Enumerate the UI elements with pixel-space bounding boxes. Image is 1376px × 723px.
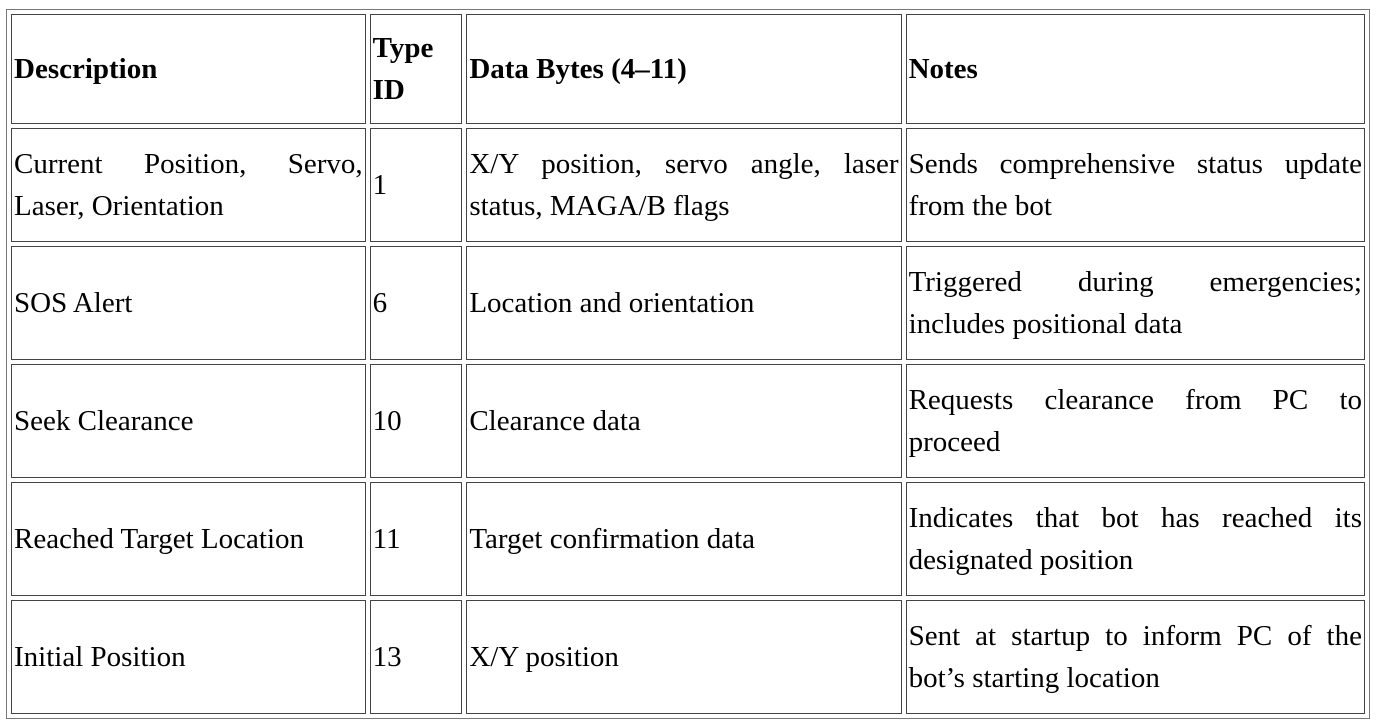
header-type-id: Type ID: [370, 14, 463, 124]
cell-notes: Requests clearance from PC to proceed: [906, 364, 1365, 478]
table-header-row: [11, 14, 1365, 124]
cell-type-id: 1: [370, 128, 463, 242]
cell-description: Current Position, Servo, Laser, Orientation: [11, 128, 366, 242]
cell-type-id: 11: [370, 482, 463, 596]
table-row: [11, 128, 1365, 242]
cell-notes: Indicates that bot has reached its designated position: [906, 482, 1365, 596]
table-row: [11, 482, 1365, 596]
cell-description: Seek Clearance: [11, 364, 366, 478]
cell-data-bytes: Location and orientation: [466, 246, 901, 360]
header-description: Description: [11, 14, 366, 124]
cell-type-id: 6: [370, 246, 463, 360]
cell-data-bytes: X/Y position: [466, 600, 901, 714]
cell-notes: Sends comprehensive status update from the bot: [906, 128, 1365, 242]
header-data-bytes: Data Bytes (4–11): [466, 14, 901, 124]
message-types-table: [6, 9, 1370, 719]
table-row: [11, 364, 1365, 478]
cell-notes: Sent at startup to inform PC of the bot’s starting location: [906, 600, 1365, 714]
cell-description: SOS Alert: [11, 246, 366, 360]
table-row: [11, 246, 1365, 360]
cell-description: Reached Target Location: [11, 482, 366, 596]
table-row: [11, 600, 1365, 714]
cell-data-bytes: Target confirmation data: [466, 482, 901, 596]
cell-type-id: 13: [370, 600, 463, 714]
cell-description: Initial Position: [11, 600, 366, 714]
cell-data-bytes: X/Y position, servo angle, laser status, MAGA/B flags: [466, 128, 901, 242]
header-notes: Notes: [906, 14, 1365, 124]
cell-type-id: 10: [370, 364, 463, 478]
cell-data-bytes: Clearance data: [466, 364, 901, 478]
cell-notes: Triggered during emergencies; includes positional data: [906, 246, 1365, 360]
